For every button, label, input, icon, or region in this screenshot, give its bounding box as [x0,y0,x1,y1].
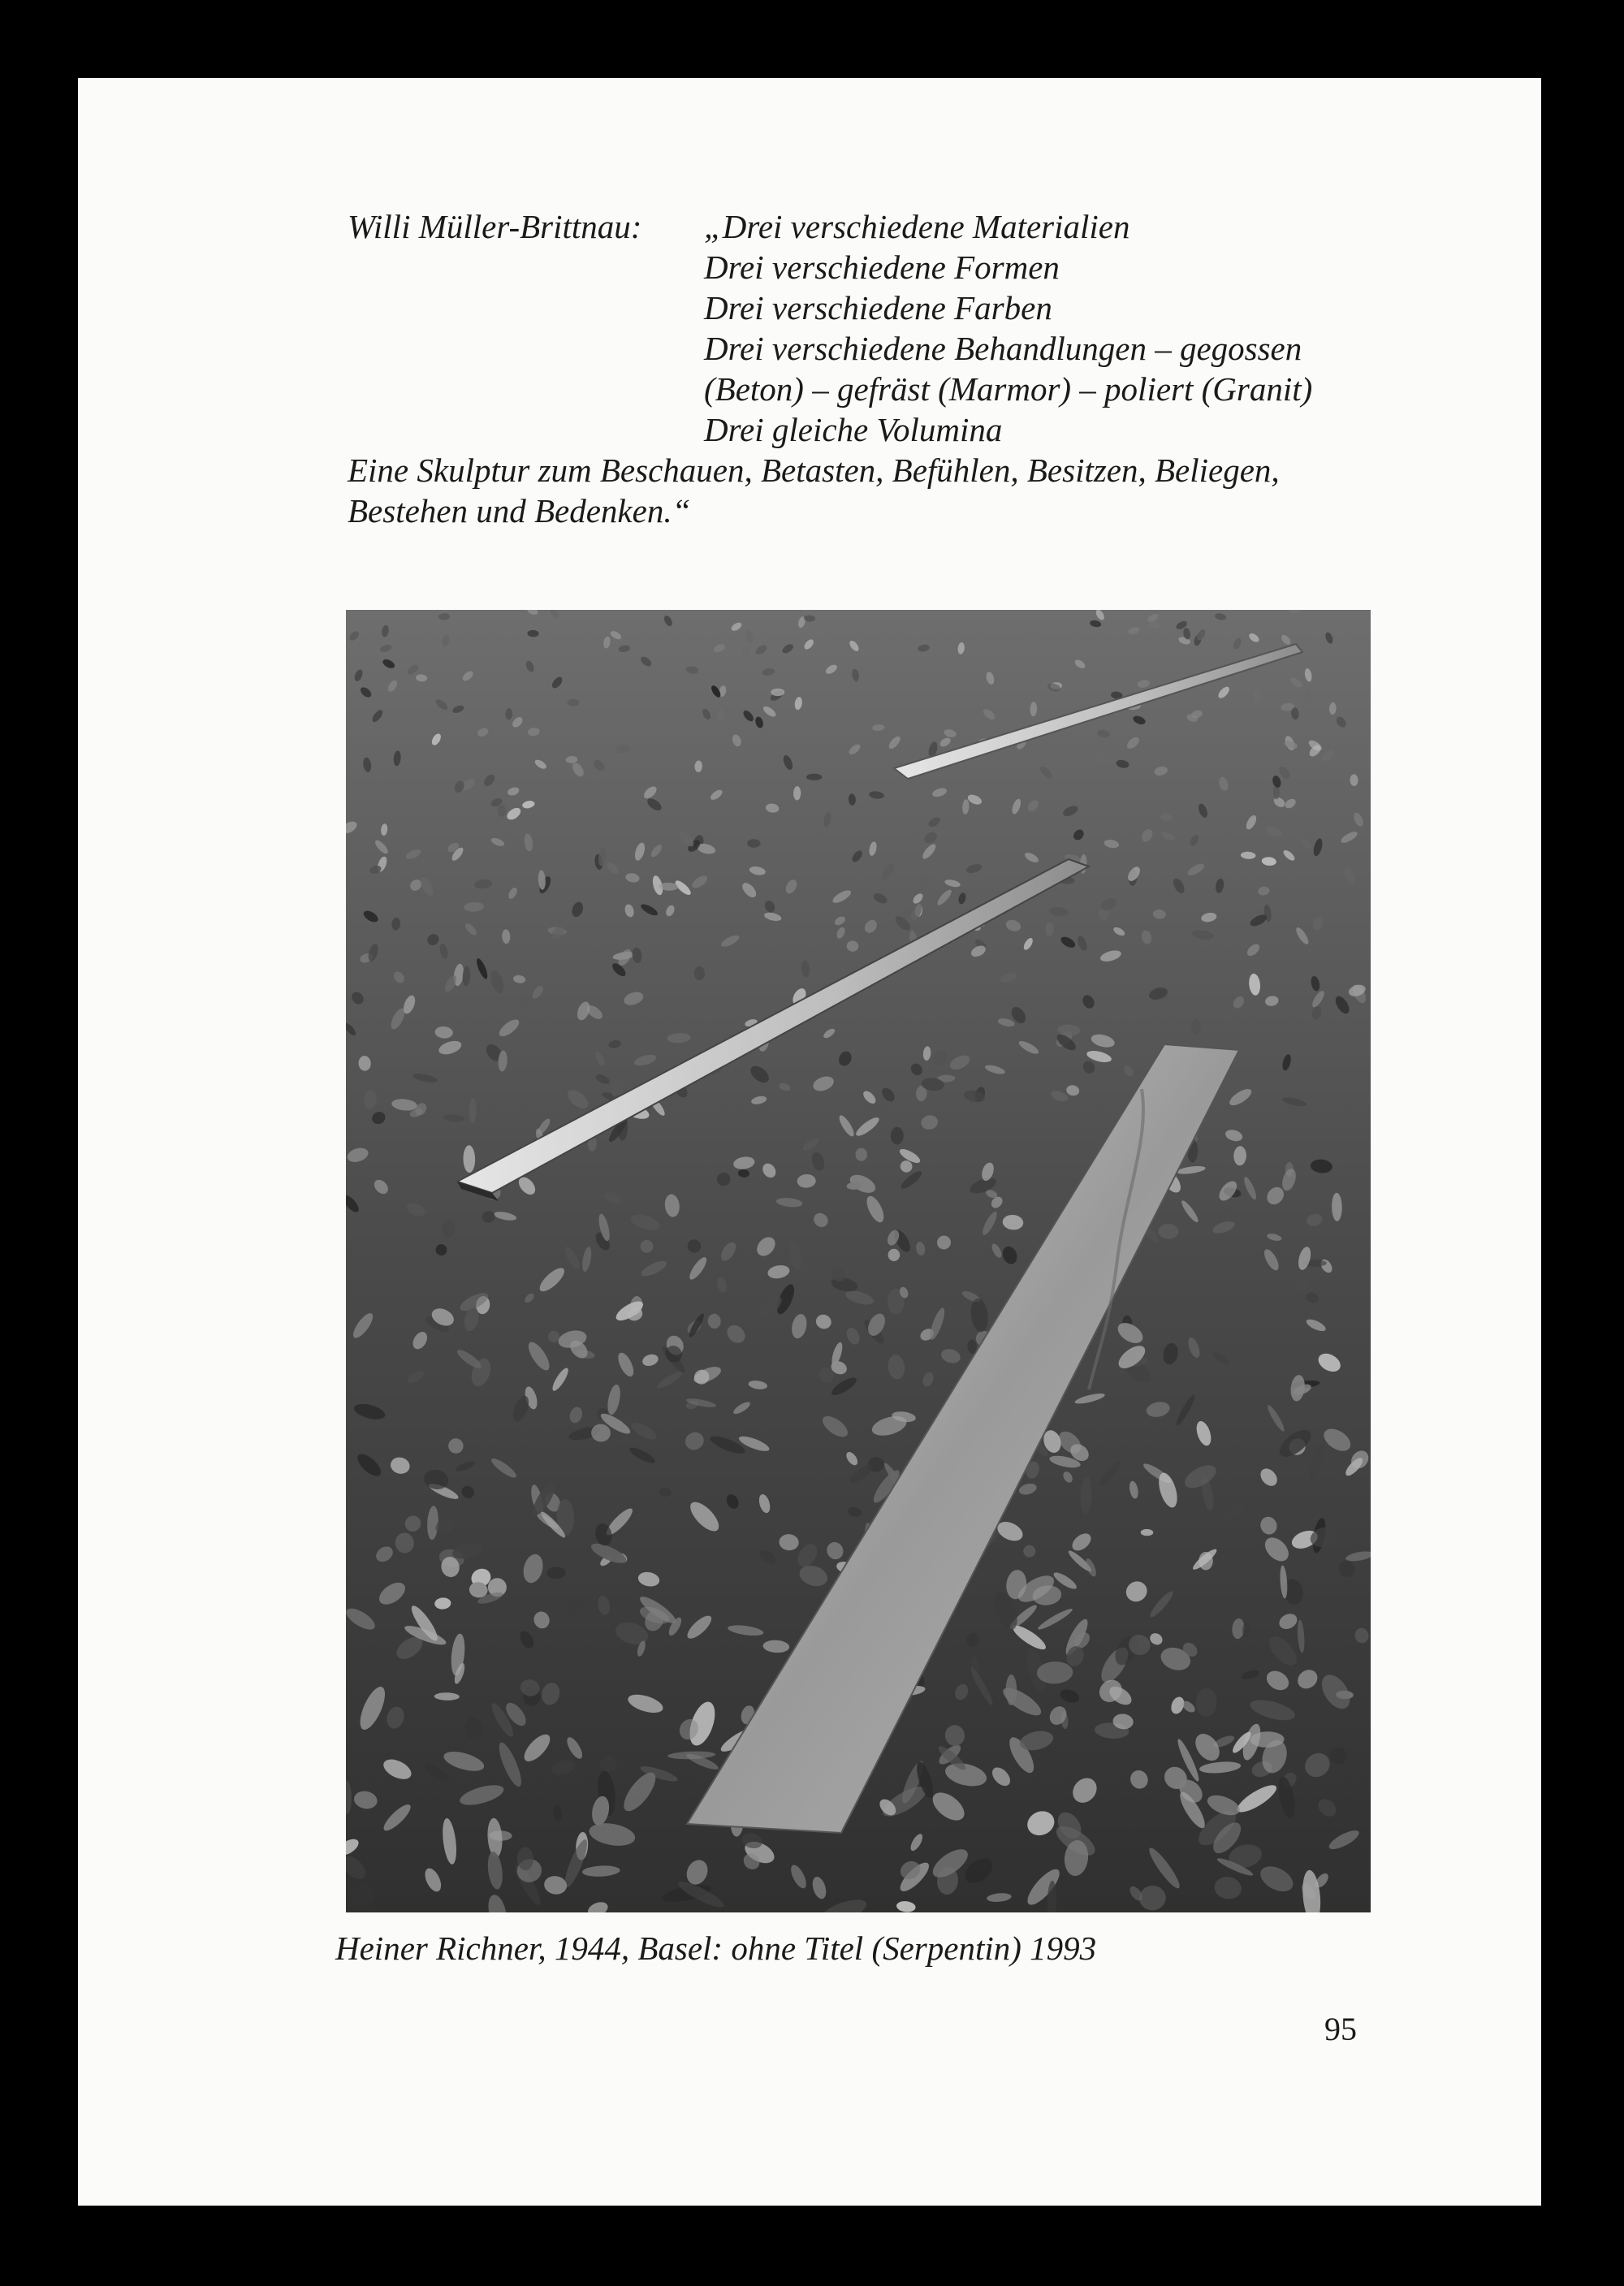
leaf [806,774,822,780]
quote-first-line [348,206,1525,247]
quote-line: Drei verschiedene Farben [704,289,1052,326]
quote-line: Drei verschiedene Behandlungen – gegossen [704,330,1302,367]
leaf [747,839,761,848]
leaf [1242,1623,1250,1638]
quote-line: „Drei verschiedene Materialien [704,208,1130,245]
quote-line: Eine Skulptur zum Beschauen, Betasten, Befühlen, Besitzen, Beliegen, [348,452,1280,489]
quote-block [348,206,1525,531]
sculpture-photograph [346,610,1371,1912]
page-number: 95 [1324,2011,1357,2047]
quote-line: Drei verschiedene Formen [704,248,1060,286]
quote-line: Bestehen und Bedenken.“ [348,492,691,529]
quote-line: (Beton) – gefräst (Marmor) – poliert (Granit) [704,370,1313,408]
book-page [78,78,1541,2206]
leaf [771,689,784,696]
quote-author: Willi Müller-Brittnau: [348,208,642,245]
quote-line: Drei gleiche Volumina [704,411,1003,448]
figure-caption: Heiner Richner, 1944, Basel: ohne Titel (Serpentin) 1993 [335,1929,1097,1967]
leaf [891,1127,904,1145]
